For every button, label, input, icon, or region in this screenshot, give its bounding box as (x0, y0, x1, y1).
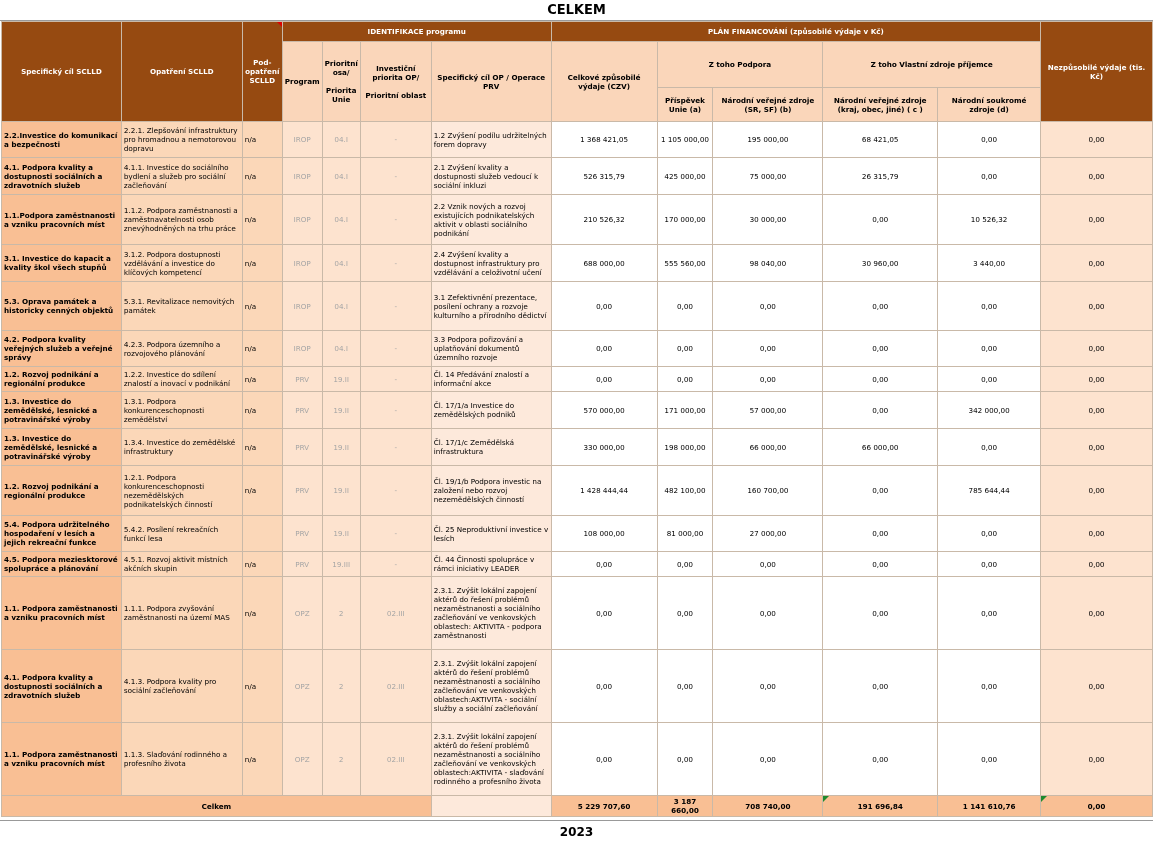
total-narodni-kraj: 191 696,84 (823, 796, 938, 817)
row-pod-opatreni: n/a (242, 650, 282, 723)
row-nezpusobile: 0,00 (1041, 282, 1153, 331)
row-narodni-kraj: 68 421,05 (823, 122, 938, 158)
row-nezpusobile: 0,00 (1041, 552, 1153, 577)
row-prispevek-unie: 482 100,00 (657, 466, 713, 516)
row-nezpusobile: 0,00 (1041, 195, 1153, 245)
row-investicni-priorita: - (360, 392, 431, 429)
row-opatreni: 4.5.1. Rozvoj aktivit místních akčních skupin (121, 552, 242, 577)
row-specificky-cil-op: 2.1 Zvýšení kvality a dostupnosti služeb vedoucí k sociální inkluzi (431, 158, 551, 195)
row-nezpusobile: 0,00 (1041, 392, 1153, 429)
row-narodni-sr: 0,00 (713, 367, 823, 392)
row-nezpusobile: 0,00 (1041, 367, 1153, 392)
row-narodni-sr: 0,00 (713, 723, 823, 796)
total-nezpusobile: 0,00 (1041, 796, 1153, 817)
table-row (2, 466, 1153, 516)
row-narodni-soukrome: 0,00 (938, 331, 1041, 367)
row-narodni-soukrome: 3 440,00 (938, 245, 1041, 282)
row-specificky-cil: 4.2. Podpora kvality veřejných služeb a veřejné správy (2, 331, 122, 367)
row-specificky-cil-op: Čl. 14 Předávání znalostí a informační akce (431, 367, 551, 392)
row-prioritni-osa: 2 (322, 650, 360, 723)
row-specificky-cil: 4.5. Podpora meziesktorové spolupráce a plánování (2, 552, 122, 577)
row-specificky-cil: 4.1. Podpora kvality a dostupnosti sociálních a zdravotních služeb (2, 158, 122, 195)
row-nezpusobile: 0,00 (1041, 158, 1153, 195)
row-czv: 0,00 (551, 552, 657, 577)
row-narodni-soukrome: 0,00 (938, 367, 1041, 392)
row-opatreni: 5.4.2. Posílení rekreačních funkcí lesa (121, 516, 242, 552)
row-opatreni: 2.2.1. Zlepšování infrastruktury pro hromadnou a nemotorovou dopravu (121, 122, 242, 158)
row-program: IROP (282, 245, 322, 282)
row-narodni-kraj: 0,00 (823, 466, 938, 516)
row-prispevek-unie: 425 000,00 (657, 158, 713, 195)
footer-year: 2023 (0, 820, 1153, 842)
row-investicni-priorita: - (360, 282, 431, 331)
row-specificky-cil-op: Čl. 19/1/b Podpora investic na založení nebo rozvoj nezemědělských činností (431, 466, 551, 516)
row-narodni-kraj: 66 000,00 (823, 429, 938, 466)
row-program: PRV (282, 367, 322, 392)
row-program: PRV (282, 552, 322, 577)
row-narodni-kraj: 0,00 (823, 392, 938, 429)
row-nezpusobile: 0,00 (1041, 516, 1153, 552)
row-investicni-priorita: 02.III (360, 650, 431, 723)
row-narodni-sr: 160 700,00 (713, 466, 823, 516)
row-investicni-priorita: - (360, 552, 431, 577)
financial-plan-table (1, 21, 1153, 817)
row-opatreni: 4.1.3. Podpora kvality pro sociální začleňování (121, 650, 242, 723)
table-row (2, 429, 1153, 466)
table-row (2, 331, 1153, 367)
row-prioritni-osa: 04.I (322, 122, 360, 158)
header-investicni-priorita: Investiční priorita OP/ Prioritní oblast (360, 42, 431, 122)
row-czv: 0,00 (551, 282, 657, 331)
row-program: OPZ (282, 577, 322, 650)
row-nezpusobile: 0,00 (1041, 429, 1153, 466)
row-prispevek-unie: 81 000,00 (657, 516, 713, 552)
row-pod-opatreni: n/a (242, 429, 282, 466)
row-narodni-kraj: 0,00 (823, 650, 938, 723)
row-program: OPZ (282, 650, 322, 723)
row-prispevek-unie: 170 000,00 (657, 195, 713, 245)
row-prispevek-unie: 1 105 000,00 (657, 122, 713, 158)
row-czv: 1 368 421,05 (551, 122, 657, 158)
row-pod-opatreni: n/a (242, 723, 282, 796)
table-row (2, 552, 1153, 577)
header-celkove-czv: Celkové způsobilé výdaje (CZV) (551, 42, 657, 122)
header-identifikace: IDENTIFIKACE programu (282, 22, 551, 42)
row-narodni-sr: 75 000,00 (713, 158, 823, 195)
header-nezpusobile: Nezpůsobilé výdaje (tis. Kč) (1041, 22, 1153, 122)
row-specificky-cil: 5.4. Podpora udržitelného hospodaření v lesích a jejich rekreační funkce (2, 516, 122, 552)
row-investicni-priorita: - (360, 429, 431, 466)
row-narodni-soukrome: 0,00 (938, 122, 1041, 158)
row-czv: 0,00 (551, 723, 657, 796)
header-z-toho-vlastni: Z toho Vlastní zdroje příjemce (823, 42, 1041, 88)
row-specificky-cil-op: 3.3 Podpora pořizování a uplatňování dokumentů územního rozvoje (431, 331, 551, 367)
row-prioritni-osa: 04.I (322, 158, 360, 195)
row-program: IROP (282, 158, 322, 195)
row-program: PRV (282, 392, 322, 429)
row-czv: 0,00 (551, 367, 657, 392)
row-specificky-cil: 4.1. Podpora kvality a dostupnosti sociálních a zdravotních služeb (2, 650, 122, 723)
row-specificky-cil: 1.3. Investice do zemědělské, lesnické a potravinářské výroby (2, 429, 122, 466)
row-nezpusobile: 0,00 (1041, 650, 1153, 723)
row-narodni-sr: 66 000,00 (713, 429, 823, 466)
row-narodni-sr: 30 000,00 (713, 195, 823, 245)
row-czv: 570 000,00 (551, 392, 657, 429)
table-row (2, 367, 1153, 392)
row-pod-opatreni (242, 516, 282, 552)
row-specificky-cil-op: 2.3.1. Zvýšit lokální zapojení aktérů do řešení problémů nezaměstnanosti a sociálního začleňování ve venkovských oblastech:AKTIVITA - slaďování rodinného a profesního života (431, 723, 551, 796)
row-specificky-cil: 1.1. Podpora zaměstnanosti a vzniku pracovních míst (2, 577, 122, 650)
row-opatreni: 1.2.2. Investice do sdílení znalostí a inovací v podnikání (121, 367, 242, 392)
total-czv: 5 229 707,60 (551, 796, 657, 817)
row-narodni-sr: 57 000,00 (713, 392, 823, 429)
row-narodni-kraj: 0,00 (823, 552, 938, 577)
row-prioritni-osa: 2 (322, 577, 360, 650)
row-pod-opatreni: n/a (242, 122, 282, 158)
row-narodni-soukrome: 10 526,32 (938, 195, 1041, 245)
header-specificky-cil: Specifický cíl SCLLD (2, 22, 122, 122)
row-nezpusobile: 0,00 (1041, 122, 1153, 158)
row-narodni-kraj: 0,00 (823, 195, 938, 245)
row-specificky-cil-op: 2.2 Vznik nových a rozvoj existujících podnikatelských aktivit v oblasti sociálního podnikání (431, 195, 551, 245)
table-body (2, 122, 1153, 796)
table-row (2, 282, 1153, 331)
row-prispevek-unie: 198 000,00 (657, 429, 713, 466)
row-narodni-sr: 195 000,00 (713, 122, 823, 158)
row-narodni-soukrome: 342 000,00 (938, 392, 1041, 429)
table-row (2, 195, 1153, 245)
row-prispevek-unie: 0,00 (657, 723, 713, 796)
row-investicni-priorita: - (360, 245, 431, 282)
row-investicni-priorita: 02.III (360, 723, 431, 796)
row-investicni-priorita: - (360, 516, 431, 552)
row-specificky-cil: 2.2.Investice do komunikací a bezpečnosti (2, 122, 122, 158)
row-prioritni-osa: 19.II (322, 367, 360, 392)
row-narodni-kraj: 26 315,79 (823, 158, 938, 195)
row-narodni-kraj: 0,00 (823, 723, 938, 796)
row-narodni-soukrome: 0,00 (938, 552, 1041, 577)
table-row (2, 650, 1153, 723)
row-program: PRV (282, 429, 322, 466)
sheet-title: CELKEM (0, 0, 1153, 21)
header-pod-opatreni: Pod-opatření SCLLD (242, 22, 282, 122)
row-czv: 0,00 (551, 577, 657, 650)
row-pod-opatreni: n/a (242, 282, 282, 331)
table-row (2, 122, 1153, 158)
row-prispevek-unie: 0,00 (657, 282, 713, 331)
header-prispevek-unie: Příspěvek Unie (a) (657, 88, 713, 122)
row-prioritni-osa: 19.II (322, 429, 360, 466)
row-prioritni-osa: 04.I (322, 245, 360, 282)
row-specificky-cil: 1.2. Rozvoj podnikání a regionální produkce (2, 367, 122, 392)
row-program: IROP (282, 195, 322, 245)
row-prioritni-osa: 19.III (322, 552, 360, 577)
row-czv: 330 000,00 (551, 429, 657, 466)
header-narodni-verejne-sr: Národní veřejné zdroje (SR, SF) (b) (713, 88, 823, 122)
header-plan-financovani: PLÁN FINANCOVÁNÍ (způsobilé výdaje v Kč) (551, 22, 1040, 42)
row-pod-opatreni: n/a (242, 331, 282, 367)
row-prispevek-unie: 171 000,00 (657, 392, 713, 429)
row-investicni-priorita: - (360, 158, 431, 195)
row-narodni-soukrome: 0,00 (938, 577, 1041, 650)
total-empty-cell (431, 796, 551, 817)
table-row (2, 158, 1153, 195)
row-nezpusobile: 0,00 (1041, 723, 1153, 796)
row-narodni-soukrome: 0,00 (938, 516, 1041, 552)
row-specificky-cil: 1.2. Rozvoj podnikání a regionální produkce (2, 466, 122, 516)
table-row (2, 245, 1153, 282)
row-narodni-kraj: 0,00 (823, 331, 938, 367)
row-pod-opatreni: n/a (242, 158, 282, 195)
row-program: IROP (282, 282, 322, 331)
row-czv: 0,00 (551, 331, 657, 367)
row-czv: 526 315,79 (551, 158, 657, 195)
row-narodni-soukrome: 0,00 (938, 282, 1041, 331)
row-prioritni-osa: 2 (322, 723, 360, 796)
row-czv: 688 000,00 (551, 245, 657, 282)
row-narodni-sr: 0,00 (713, 331, 823, 367)
row-program: PRV (282, 466, 322, 516)
row-specificky-cil-op: 2.4 Zvýšení kvality a dostupnost infrastruktury pro vzdělávání a celoživotní učení (431, 245, 551, 282)
row-prispevek-unie: 0,00 (657, 367, 713, 392)
table-row (2, 392, 1153, 429)
row-investicni-priorita: - (360, 195, 431, 245)
row-nezpusobile: 0,00 (1041, 331, 1153, 367)
row-pod-opatreni: n/a (242, 195, 282, 245)
row-specificky-cil-op: 2.3.1. Zvýšit lokální zapojení aktérů do řešení problémů nezaměstnanosti a sociálního začleňování ve venkovských oblastech:AKTIVITA - sociální služby a sociální začleňování (431, 650, 551, 723)
row-specificky-cil-op: Čl. 25 Neproduktivní investice v lesích (431, 516, 551, 552)
row-investicni-priorita: - (360, 466, 431, 516)
row-opatreni: 1.1.1. Podpora zvyšování zaměstnanosti na území MAS (121, 577, 242, 650)
total-narodni-sr: 708 740,00 (713, 796, 823, 817)
row-pod-opatreni: n/a (242, 552, 282, 577)
row-program: IROP (282, 331, 322, 367)
row-prioritni-osa: 04.I (322, 195, 360, 245)
row-narodni-kraj: 30 960,00 (823, 245, 938, 282)
row-nezpusobile: 0,00 (1041, 466, 1153, 516)
row-opatreni: 1.1.2. Podpora zaměstnanosti a zaměstnavatelnosti osob znevýhodněných na trhu práce (121, 195, 242, 245)
total-row (2, 796, 1153, 817)
row-prispevek-unie: 0,00 (657, 552, 713, 577)
header-opatreni: Opatření SCLLD (121, 22, 242, 122)
header-narodni-soukrome: Národní soukromé zdroje (d) (938, 88, 1041, 122)
row-narodni-kraj: 0,00 (823, 516, 938, 552)
row-specificky-cil: 1.1.Podpora zaměstnanosti a vzniku pracovních míst (2, 195, 122, 245)
row-narodni-soukrome: 0,00 (938, 429, 1041, 466)
row-prispevek-unie: 555 560,00 (657, 245, 713, 282)
header-program: Program (282, 42, 322, 122)
row-narodni-kraj: 0,00 (823, 577, 938, 650)
row-specificky-cil: 3.1. Investice do kapacit a kvality škol všech stupňů (2, 245, 122, 282)
row-opatreni: 3.1.2. Podpora dostupnosti vzdělávání a investice do klíčových kompetencí (121, 245, 242, 282)
row-narodni-soukrome: 0,00 (938, 158, 1041, 195)
row-investicni-priorita: - (360, 331, 431, 367)
row-czv: 1 428 444,44 (551, 466, 657, 516)
row-narodni-kraj: 0,00 (823, 367, 938, 392)
row-narodni-kraj: 0,00 (823, 282, 938, 331)
row-narodni-sr: 0,00 (713, 282, 823, 331)
row-nezpusobile: 0,00 (1041, 245, 1153, 282)
row-specificky-cil-op: 2.3.1. Zvýšit lokální zapojení aktérů do řešení problémů nezaměstnanosti a sociálního začleňování ve venkovských oblastech: AKTIVITA - podpora zaměstnanosti (431, 577, 551, 650)
row-narodni-sr: 0,00 (713, 552, 823, 577)
row-opatreni: 1.1.3. Slaďování rodinného a profesního života (121, 723, 242, 796)
table-row (2, 577, 1153, 650)
row-specificky-cil-op: Čl. 17/1/a Investice do zemědělských podniků (431, 392, 551, 429)
row-investicni-priorita: - (360, 122, 431, 158)
row-pod-opatreni: n/a (242, 466, 282, 516)
row-pod-opatreni: n/a (242, 245, 282, 282)
header-prioritni-osa: Prioritní osa/ Priorita Unie (322, 42, 360, 122)
row-specificky-cil-op: Čl. 44 Činnosti spolupráce v rámci iniciativy LEADER (431, 552, 551, 577)
total-narodni-soukrome: 1 141 610,76 (938, 796, 1041, 817)
row-specificky-cil: 1.3. Investice do zemědělské, lesnické a potravinářské výroby (2, 392, 122, 429)
row-prioritni-osa: 04.I (322, 282, 360, 331)
row-prispevek-unie: 0,00 (657, 650, 713, 723)
total-prispevek-unie: 3 187 660,00 (657, 796, 713, 817)
header-narodni-verejne-kraj: Národní veřejné zdroje (kraj, obec, jiné) ( c ) (823, 88, 938, 122)
row-prioritni-osa: 19.II (322, 516, 360, 552)
row-narodni-sr: 0,00 (713, 577, 823, 650)
row-nezpusobile: 0,00 (1041, 577, 1153, 650)
row-specificky-cil-op: 3.1 Zefektivnění prezentace, posílení ochrany a rozvoje kulturního a přírodního dědictví (431, 282, 551, 331)
row-opatreni: 1.2.1. Podpora konkurenceschopnosti nezemědělských podnikatelských činností (121, 466, 242, 516)
row-narodni-sr: 27 000,00 (713, 516, 823, 552)
table-row (2, 516, 1153, 552)
row-investicni-priorita: 02.III (360, 577, 431, 650)
table-row (2, 723, 1153, 796)
row-prioritni-osa: 19.II (322, 392, 360, 429)
row-prispevek-unie: 0,00 (657, 331, 713, 367)
row-program: PRV (282, 516, 322, 552)
row-specificky-cil: 1.1. Podpora zaměstnanosti a vzniku pracovních míst (2, 723, 122, 796)
row-opatreni: 1.3.1. Podpora konkurenceschopnosti zemědělství (121, 392, 242, 429)
row-czv: 0,00 (551, 650, 657, 723)
row-narodni-soukrome: 0,00 (938, 723, 1041, 796)
header-z-toho-podpora: Z toho Podpora (657, 42, 823, 88)
row-narodni-soukrome: 0,00 (938, 650, 1041, 723)
row-specificky-cil-op: 1.2 Zvýšení podílu udržitelných forem dopravy (431, 122, 551, 158)
row-program: IROP (282, 122, 322, 158)
row-investicni-priorita: - (360, 367, 431, 392)
row-pod-opatreni: n/a (242, 392, 282, 429)
row-opatreni: 1.3.4. Investice do zemědělské infrastruktury (121, 429, 242, 466)
row-narodni-sr: 98 040,00 (713, 245, 823, 282)
row-prioritni-osa: 19.II (322, 466, 360, 516)
row-prioritni-osa: 04.I (322, 331, 360, 367)
header-specificky-cil-op: Specifický cíl OP / Operace PRV (431, 42, 551, 122)
row-narodni-soukrome: 785 644,44 (938, 466, 1041, 516)
row-opatreni: 4.2.3. Podpora územního a rozvojového plánování (121, 331, 242, 367)
row-specificky-cil-op: Čl. 17/1/c Zemědělská infrastruktura (431, 429, 551, 466)
row-opatreni: 5.3.1. Revitalizace nemovitých památek (121, 282, 242, 331)
total-label: Celkem (2, 796, 432, 817)
row-program: OPZ (282, 723, 322, 796)
row-czv: 210 526,32 (551, 195, 657, 245)
row-opatreni: 4.1.1. Investice do sociálního bydlení a služeb pro sociální začleňování (121, 158, 242, 195)
row-specificky-cil: 5.3. Oprava památek a historicky cenných objektů (2, 282, 122, 331)
row-czv: 108 000,00 (551, 516, 657, 552)
row-pod-opatreni: n/a (242, 367, 282, 392)
row-prispevek-unie: 0,00 (657, 577, 713, 650)
row-narodni-sr: 0,00 (713, 650, 823, 723)
row-pod-opatreni: n/a (242, 577, 282, 650)
